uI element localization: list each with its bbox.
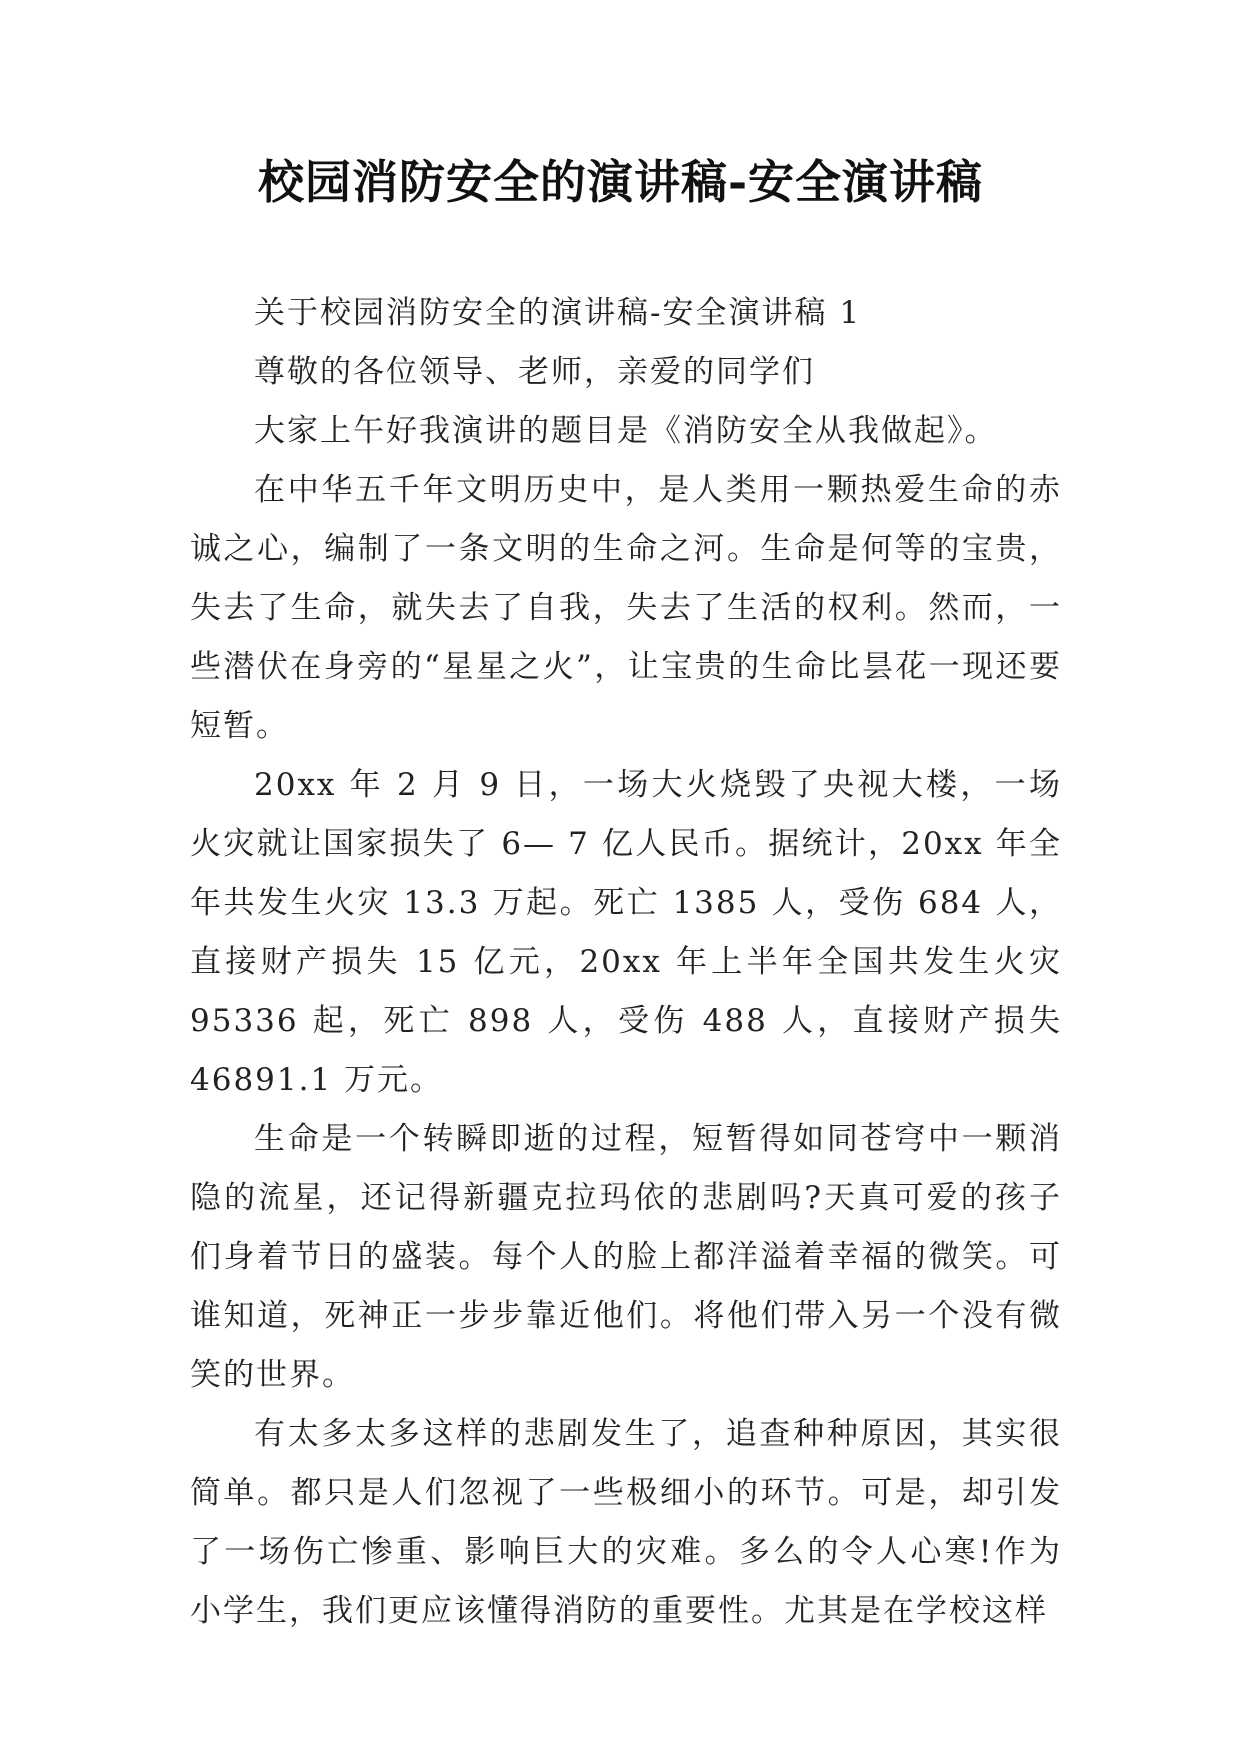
paragraph: 有太多太多这样的悲剧发生了，追查种种原因，其实很简单。都只是人们忽视了一些极细小的环节。可是，却引发了一场伤亡惨重、影响巨大的灾难。多么的令人心寒!作为小学生，我们更应该懂得消防的重要性。尤其是在学校这样 [190, 1416, 1062, 1629]
document-title: 校园消防安全的演讲稿-安全演讲稿 [257, 155, 984, 209]
paragraph: 在中华五千年文明历史中，是人类用一颗热爱生命的赤诚之心，编制了一条文明的生命之河。生命是何等的宝贵，失去了生命，就失去了自我，失去了生活的权利。然而，一些潜伏在身旁的“星星之火”，让宝贵的生命比昙花一现还要短暂。 [190, 472, 1062, 744]
paragraph-salutation: 尊敬的各位领导、老师，亲爱的同学们 [254, 354, 815, 390]
paragraph-greeting: 大家上午好我演讲的题目是《消防安全从我做起》。 [254, 413, 998, 449]
document-body [190, 284, 1062, 1641]
paragraph: 20xx 年 2 月 9 日，一场大火烧毁了央视大楼，一场火灾就让国家损失了 6— 7 亿人民币。据统计，20xx 年全年共发生火灾 13.3 万起。死亡 1385 人，受伤 684 人，直接财产损失 15 亿元，20xx 年上半年全国共发生火灾 95336 起，死亡 898 人，受伤 488 人，直接财产损失 46891.1 万元。 [190, 767, 1062, 1098]
paragraph: 生命是一个转瞬即逝的过程，短暂得如同苍穹中一颗消隐的流星，还记得新疆克拉玛依的悲剧吗?天真可爱的孩子们身着节日的盛装。每个人的脸上都洋溢着幸福的微笑。可谁知道，死神正一步步靠近他们。将他们带入另一个没有微笑的世界。 [190, 1121, 1062, 1393]
paragraph-heading: 关于校园消防安全的演讲稿-安全演讲稿 1 [254, 295, 862, 331]
